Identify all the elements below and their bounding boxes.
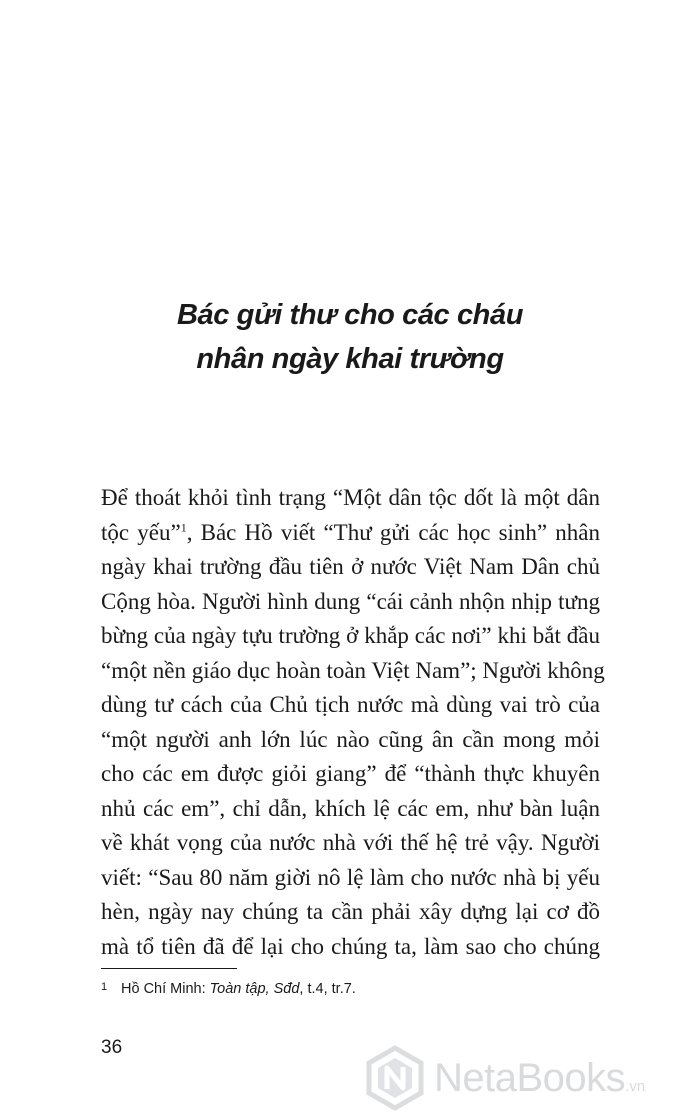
body-line-5: bừng của ngày tựu trường ở khắp các nơi” khi bắt đầu [101,623,600,648]
footnote-author: Hồ Chí Minh: [121,981,210,997]
body-line-14: mà tổ tiên đã để lại cho chúng ta, làm sao cho chúng [101,933,600,959]
netabooks-logo-icon [362,1045,428,1111]
body-line-4: Cộng hòa. Người hình dung “cái cảnh nhộn nhịp tưng [101,588,600,614]
body-line-12: viết: “Sau 80 năm giời nô lệ làm cho nước nhà bị yếu [101,864,600,890]
footnote-rest: , t.4, tr.7. [299,981,356,997]
watermark-brand: NetaBooks [434,1056,626,1100]
body-line-1: Để thoát khỏi tình trạng “Một dân tộc dốt là một dân [101,485,600,510]
footnote-reference[interactable]: 1 [180,519,187,534]
watermark-suffix: .vn [625,1078,646,1095]
body-line-2-end: , Bác Hồ viết “Thư gửi các học sinh” nhân [186,519,600,545]
body-line-3: ngày khai trường đầu tiên ở nước Việt Nam Dân chủ [101,554,600,579]
body-line-2 [101,516,600,551]
chapter-title-line-2: nhân ngày khai trường [196,343,504,375]
chapter-title-line-1: Bác gửi thư cho các cháu [176,299,524,331]
body-line-2-start: tộc yếu” [101,519,181,545]
body-line-6: “một nền giáo dục hoàn toàn Việt Nam”; Người không [101,657,605,683]
chapter-title [0,293,700,381]
body-line-10: nhủ các em”, chỉ dẫn, khích lệ các em, như bàn luận [101,795,600,821]
footnote-work: Toàn tập, Sđd [209,981,300,997]
footnote-number: 1 [101,981,108,993]
body-line-13: hèn, ngày nay chúng ta cần phải xây dựng lại cơ đồ [101,899,600,924]
body-line-11: về khát vọng của nước nhà với thế hệ trẻ vậy. Người [101,830,600,855]
body-line-9: cho các em được giỏi giang” để “thành thực khuyên [101,761,600,786]
body-line-8: “một người anh lớn lúc nào cũng ân cần mong mỏi [101,726,600,752]
netabooks-watermark [362,1045,692,1111]
watermark-text [434,1055,645,1110]
body-line-7: dùng tư cách của Chủ tịch nước mà dùng vai trò của [101,692,600,717]
footnote [101,977,600,999]
body-paragraph [101,481,605,964]
footnote-divider [101,968,237,969]
page-number: 36 [101,1037,123,1058]
